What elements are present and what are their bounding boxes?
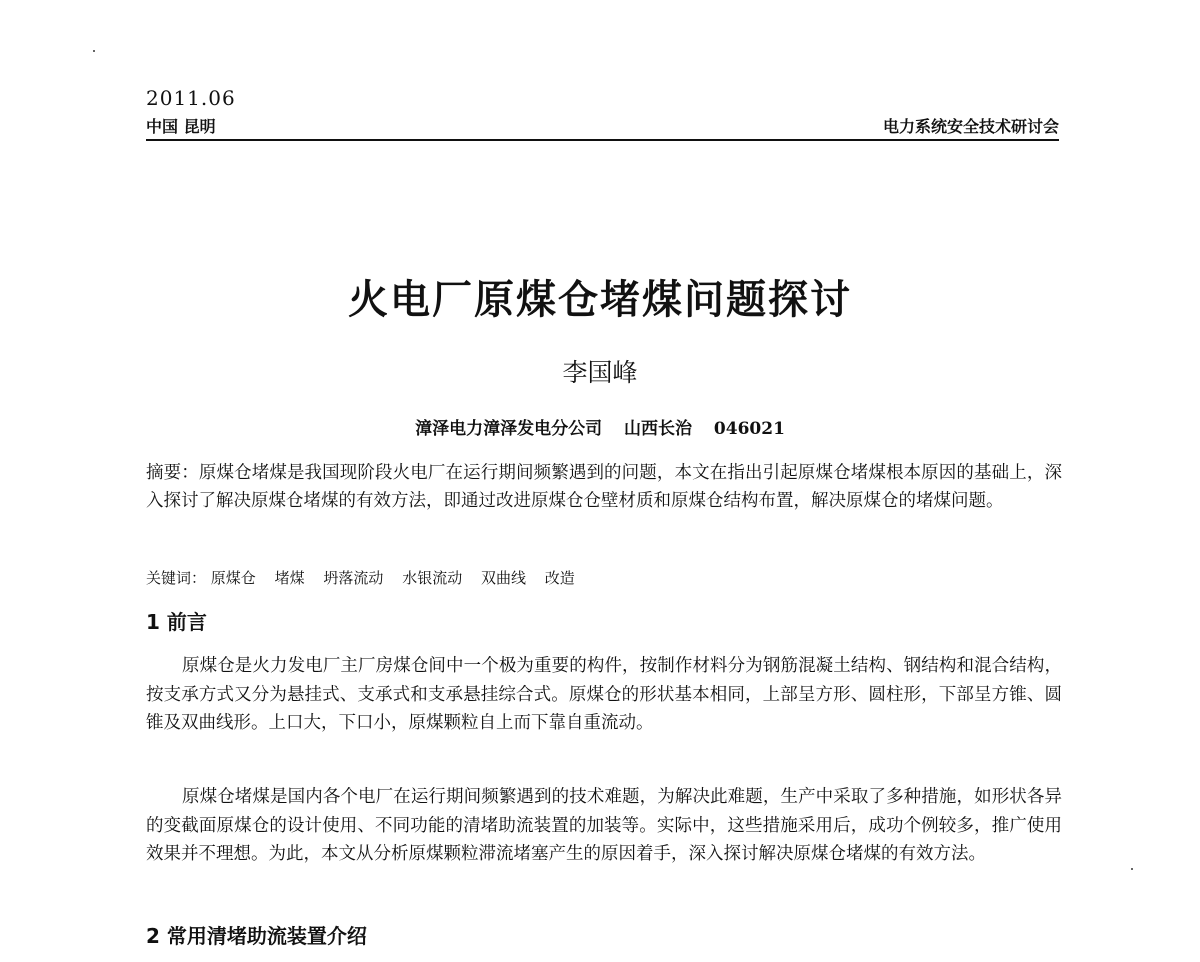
- abstract: 摘要：原煤仓堵煤是我国现阶段火电厂在运行期间频繁遇到的问题，本文在指出引起原煤仓堵煤根本原因的基础上，深入探讨了解决原煤仓堵煤的有效方法，即通过改进原煤仓仓壁材质和原煤仓结构布置，解决原煤仓的堵煤问题。: [146, 463, 1062, 511]
- paper-title: 火电厂原煤仓堵煤问题探讨: [348, 277, 852, 323]
- keywords: [146, 567, 1062, 589]
- scan-speck: [1131, 868, 1133, 870]
- body-paragraph: 原煤仓堵煤是国内各个电厂在运行期间频繁遇到的技术难题，为解决此难题，生产中采取了多种措施，如形状各异的变截面原煤仓的设计使用、不同功能的清堵助流装置的加装等。实际中，这些措施采用后，成功个例较多，推广使用效果并不理想。为此，本文从分析原煤颗粒滞流堵塞产生的原因着手，深入探讨解决原煤仓堵煤的有效方法。: [146, 787, 1062, 864]
- header-divider: [146, 139, 1059, 141]
- section-heading-1: 1 前言: [146, 610, 207, 634]
- keyword-item: 坍落流动: [323, 569, 384, 587]
- scan-speck: [93, 50, 95, 52]
- keyword-item: 水银流动: [402, 569, 463, 587]
- affiliation-postcode: 046021: [713, 419, 785, 439]
- paper-author: 李国峰: [562, 358, 638, 387]
- keyword-item: 改造: [544, 569, 575, 587]
- keywords-label: 关键词：: [146, 569, 207, 587]
- body-paragraph: 原煤仓是火力发电厂主厂房煤仓间中一个极为重要的构件，按制作材料分为钢筋混凝土结构、钢结构和混合结构，按支承方式又分为悬挂式、支承式和支承悬挂综合式。原煤仓的形状基本相同，上部呈方形、圆柱形，下部呈方锥、圆锥及双曲线形。上口大，下口小，原煤颗粒自上而下靠自重流动。: [146, 656, 1062, 733]
- section-heading-2: 2 常用清堵助流装置介绍: [146, 924, 367, 948]
- keyword-item: 双曲线: [480, 569, 526, 587]
- affiliation-org: 漳泽电力漳泽发电分公司: [415, 419, 603, 439]
- header-conference: 电力系统安全技术研讨会: [882, 117, 1059, 136]
- header-date: 2011.06: [146, 86, 236, 110]
- affiliation-city: 山西长治: [624, 419, 692, 439]
- keyword-item: 堵煤: [274, 569, 305, 587]
- header-location: 中国 昆明: [146, 117, 216, 136]
- affiliation: [0, 414, 1200, 439]
- keyword-item: 原煤仓: [210, 569, 256, 587]
